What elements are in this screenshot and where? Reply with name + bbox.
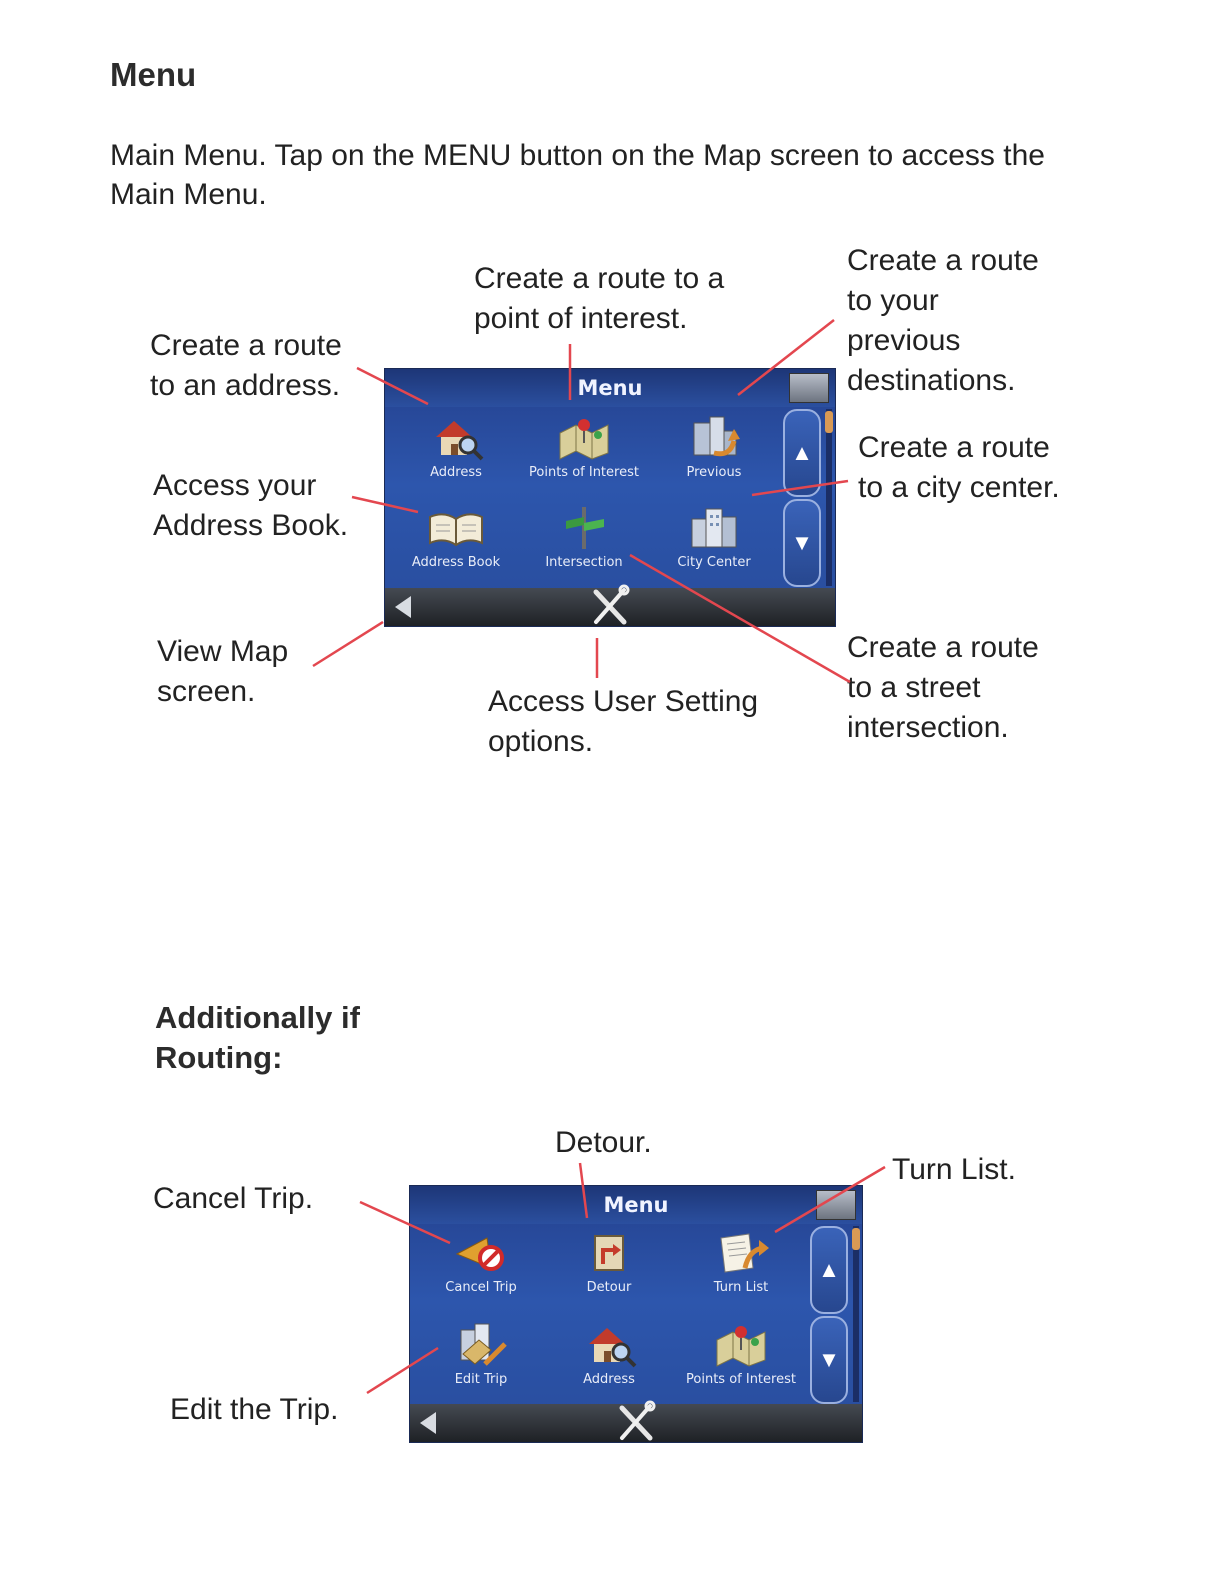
callout-previous: Create a route to your previous destinations. [847,244,1039,397]
menu-item-label: Intersection [545,555,623,570]
menu-item-address-book[interactable] [391,503,521,570]
menu-item-label: Turn List [713,1280,769,1295]
callout-intersection: Create a route to a street intersection. [847,631,1039,744]
scroll-down-button[interactable] [810,1316,848,1404]
tools-icon[interactable] [614,1400,658,1443]
house-magnifier-icon [579,1320,639,1368]
buildings-arrow-icon [684,413,744,461]
menu-item-label: Previous [686,465,742,480]
back-arrow-icon[interactable] [420,1412,436,1434]
menu-item-label: Detour [586,1280,632,1295]
callout-detour: Detour. [555,1126,652,1159]
menu-item-address[interactable] [544,1320,674,1387]
arrow-up-icon: ▲ [791,440,813,465]
callout-poi: Create a route to a point of interest. [474,262,725,335]
callout-turn-list: Turn List. [892,1153,1016,1186]
leader-line-map [313,622,383,666]
map-pin-icon [554,413,614,461]
arrow-down-icon: ▼ [818,1347,840,1372]
open-book-icon [426,503,486,551]
back-arrow-icon[interactable] [395,596,411,618]
menu-item-points-of-interest[interactable] [676,1320,806,1387]
house-magnifier-icon [426,413,486,461]
menu-item-label: Edit Trip [454,1372,508,1387]
bottom-bar [410,1404,862,1442]
menu-item-turn-list[interactable] [676,1228,806,1295]
routing-heading: Additionally if Routing: [155,1000,360,1075]
menu-item-label: Address Book [411,555,501,570]
bottom-bar [385,588,835,626]
arrow-down-icon: ▼ [791,530,813,555]
detour-sign-icon [579,1228,639,1276]
menu-item-previous[interactable] [649,413,779,480]
callout-address-book: Access your Address Book. [153,469,349,542]
callout-map: View Map screen. [157,635,289,708]
scroll-down-button[interactable] [783,499,821,587]
callout-city-center: Create a route to a city center. [858,431,1060,504]
menu-item-cancel-trip[interactable] [416,1228,546,1295]
menu-item-label: Address [430,465,482,480]
callout-cancel-trip: Cancel Trip. [153,1182,314,1215]
menu-item-label: Points of Interest [686,1372,796,1387]
intro-paragraph: Main Menu. Tap on the MENU button on the Map screen to access the Main Menu. [110,139,1045,211]
callout-address: Create a route to an address. [150,329,342,402]
scroll-up-button[interactable] [810,1226,848,1314]
main-menu-screen [384,368,836,627]
menu-item-label: Cancel Trip [445,1280,517,1295]
screen-title: Menu [385,369,835,407]
menu-item-label: Address [583,1372,635,1387]
turn-list-icon [711,1228,771,1276]
callout-edit-trip: Edit the Trip. [170,1393,339,1426]
page-title: Menu [110,56,197,93]
screen-title: Menu [410,1186,862,1224]
menu-item-edit-trip[interactable] [416,1320,546,1387]
menu-item-intersection[interactable] [519,503,649,570]
menu-item-address[interactable] [391,413,521,480]
scrollbar[interactable] [853,1226,859,1402]
menu-item-points-of-interest[interactable] [519,413,649,480]
scrollbar[interactable] [826,409,832,586]
edit-trip-icon [451,1320,511,1368]
arrow-up-icon: ▲ [818,1257,840,1282]
tools-icon[interactable] [588,584,632,627]
screen-corner-button[interactable] [789,373,829,403]
map-pin-icon [711,1320,771,1368]
scroll-up-button[interactable] [783,409,821,497]
callout-settings: Access User Setting options. [488,685,759,758]
cancel-flag-icon [451,1228,511,1276]
menu-item-label: City Center [677,555,751,570]
menu-item-detour[interactable] [544,1228,674,1295]
street-sign-icon [554,503,614,551]
menu-item-city-center[interactable] [649,503,779,570]
screen-corner-button[interactable] [816,1190,856,1220]
city-buildings-icon [684,503,744,551]
menu-item-label: Points of Interest [529,465,639,480]
routing-menu-screen [409,1185,863,1443]
